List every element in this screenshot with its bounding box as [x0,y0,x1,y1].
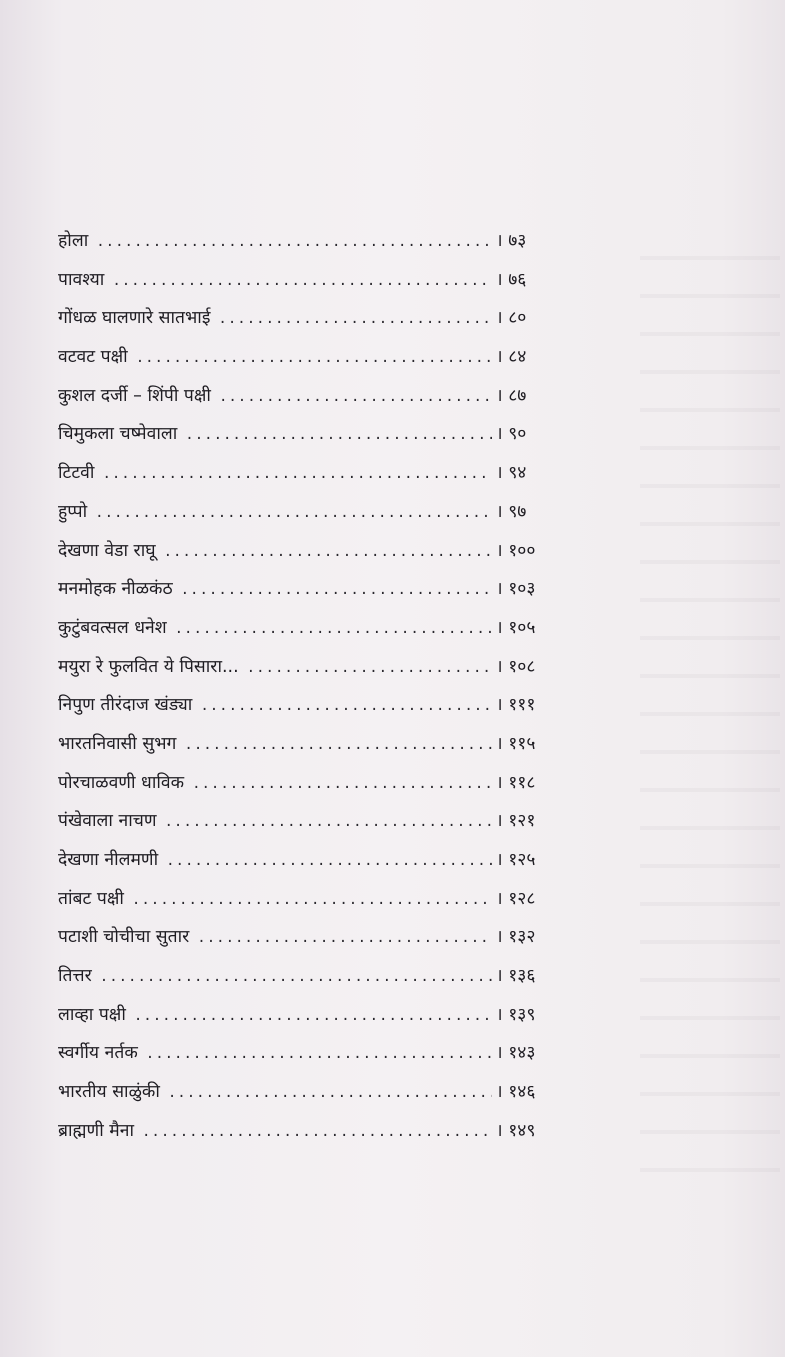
toc-entry-page-number: । १०८ [496,656,536,677]
toc-entry-title: वटवट पक्षी [58,347,128,368]
toc-entry-title: पावश्या [58,269,105,290]
toc-entry-page-number: । १४३ [496,1043,536,1064]
dot-leader [200,698,492,714]
toc-entry-title: मयुरा रे फुलवित ये पिसारा... [58,656,239,677]
toc-entry-page-number: । ८० [496,308,527,329]
dot-leader [95,505,492,521]
toc-entry [58,692,558,731]
dot-leader [136,350,492,366]
toc-entry-page-number: । १३६ [496,966,536,987]
show-through-texture [640,230,780,1180]
toc-entry-page-number: । ९० [496,424,527,445]
toc-entry-title: तित्तर [58,966,92,987]
dot-leader [164,544,492,560]
toc-entry-title: टिटवी [58,463,95,484]
toc-entry-title: चिमुकला चष्मेवाला [58,424,178,445]
toc-entry-page-number: । १३९ [496,1004,536,1025]
dot-leader [247,660,492,676]
toc-entry [58,886,558,925]
toc-entry-title: देखणा वेडा राघू [58,540,156,561]
dot-leader [146,1046,492,1062]
toc-entry-title: पंखेवाला नाचण [58,811,157,832]
toc-entry-page-number: । १२८ [496,888,536,909]
toc-entry-title: होला [58,231,89,251]
dot-leader [168,1085,492,1101]
dot-leader [112,273,492,289]
toc-entry-page-number: । ९७ [496,501,527,522]
toc-entry-page-number: । १०३ [496,579,536,600]
dot-leader [184,737,492,753]
toc-entry [58,267,558,306]
toc-entry [58,924,558,963]
toc-entry [58,344,558,383]
toc-entry [58,305,558,344]
toc-entry-title: भारतीय साळुंकी [58,1082,160,1103]
toc-entry-page-number: । ११५ [496,733,536,754]
dot-leader [197,930,492,946]
toc-entry-title: ब्राह्मणी मैना [58,1120,134,1141]
toc-entry [58,808,558,847]
toc-entry-title: पोरचाळवणी धाविक [58,772,185,793]
toc-entry-title: देखणा नीलमणी [58,850,159,870]
dot-leader [134,1008,492,1024]
toc-entry-title: मनमोहक नीळकंठ [58,579,173,600]
toc-entry-page-number: । ८४ [496,347,527,368]
dot-leader [192,776,492,792]
toc-entry-page-number: । ९४ [496,463,527,484]
dot-leader [96,234,492,250]
toc-entry-page-number: । १३२ [496,927,536,948]
dot-leader [219,389,492,405]
toc-entry [58,499,558,538]
toc-entry [58,654,558,693]
toc-entry-title: कुशल दर्जी – शिंपी पक्षी [58,385,211,406]
toc-entry [58,538,558,577]
toc-entry-title: कुटुंबवत्सल धनेश [58,617,167,638]
toc-entry-page-number: । १४६ [496,1082,536,1103]
toc-entry-page-number: । ७३ [496,231,527,251]
dot-leader [218,311,492,327]
toc-entry [58,731,558,770]
toc-entry-title: भारतनिवासी सुभग [58,733,177,754]
toc-entry [58,460,558,499]
dot-leader [165,814,493,830]
toc-entry-title: हुप्पो [58,501,88,522]
toc-entry-page-number: । १११ [496,695,536,716]
toc-entry-page-number: । १४९ [496,1120,536,1141]
toc-entry-title: गोंधळ घालणारे सातभाई [58,308,211,329]
dot-leader [181,582,492,598]
toc-entry [58,228,558,267]
dot-leader [132,892,492,908]
toc-entry [58,1079,558,1118]
toc-entry [58,1118,558,1157]
dot-leader [100,969,492,985]
toc-entry-page-number: । १२५ [496,850,536,870]
toc-entry-title: पटाशी चोचीचा सुतार [58,927,190,948]
table-of-contents [58,228,558,1157]
dot-leader [175,621,492,637]
toc-entry [58,383,558,422]
toc-entry [58,770,558,809]
toc-entry-page-number: । १०५ [496,617,536,638]
toc-entry [58,1002,558,1041]
toc-entry [58,963,558,1002]
toc-entry-page-number: । १२१ [496,811,536,832]
dot-leader [102,466,492,482]
toc-entry-title: तांबट पक्षी [58,888,124,909]
toc-entry [58,576,558,615]
toc-entry-page-number: । १०० [496,540,536,561]
toc-entry [58,1040,558,1079]
toc-entry-page-number: । ७६ [496,269,527,290]
toc-entry [58,421,558,460]
dot-leader [142,1124,492,1140]
toc-entry-title: स्वर्गीय नर्तक [58,1043,138,1064]
toc-entry-page-number: । ८७ [496,385,527,406]
toc-entry-title: लाव्हा पक्षी [58,1004,126,1025]
toc-entry [58,847,558,886]
toc-entry [58,615,558,654]
dot-leader [185,427,492,443]
toc-entry-page-number: । ११८ [496,772,536,793]
toc-entry-title: निपुण तीरंदाज खंड्या [58,695,193,716]
dot-leader [166,853,492,869]
